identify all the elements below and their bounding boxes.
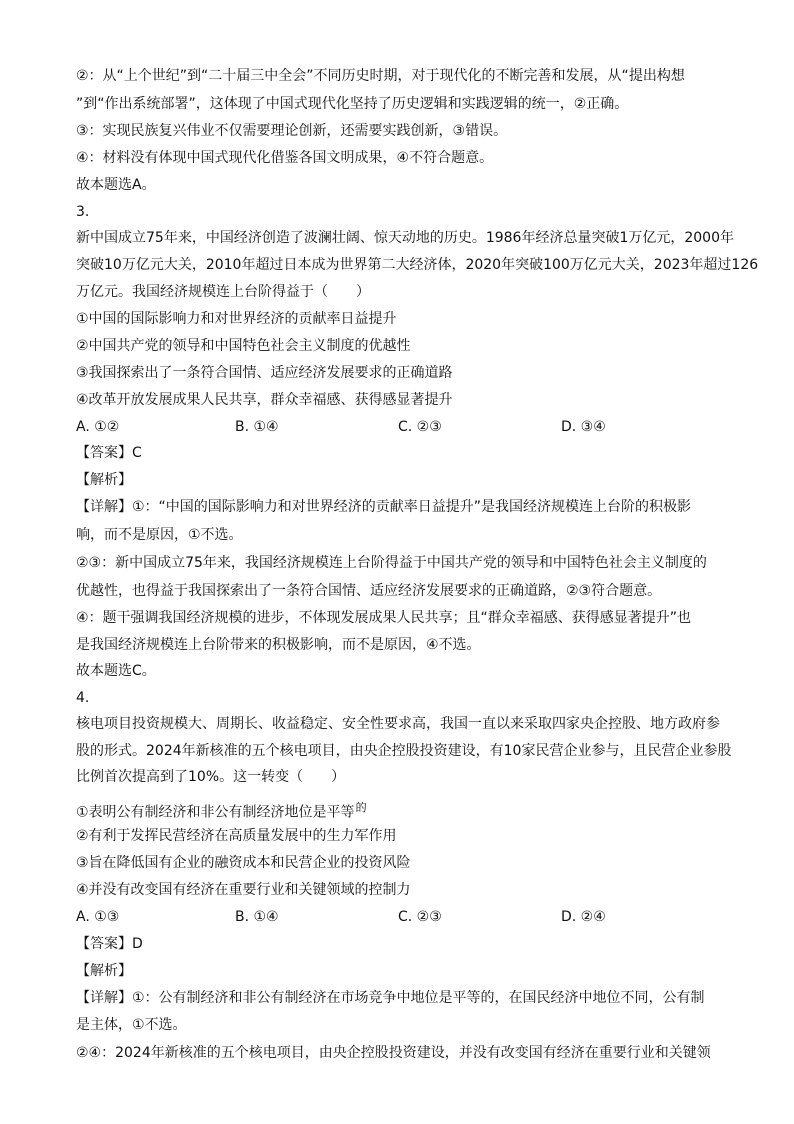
question-stem: 万亿元。我国经济规模连上台阶得益于（ ）: [76, 284, 370, 300]
question-stem: 比例首次提高到了10%。这一转变（ ）: [76, 769, 346, 785]
detail-line: 【详解】①：公有制经济和非公有制经济在市场竞争中地位是平等的，在国民经济中地位不同，公有制: [76, 990, 705, 1006]
text-line: ②：从“上个世纪”到“二十届三中全会”不同历史时期，对于现代化的不断完善和发展，从“提出构想: [76, 68, 685, 84]
detail-line: ②④：2024年新核准的五个核电项目，由央企控股投资建设，并没有改变国有经济在重要行业和关键领: [76, 1045, 711, 1061]
detail-line: 【详解】①：“中国的国际影响力和对世界经济的贡献率日益提升”是我国经济规模连上台阶的积极影: [76, 499, 692, 515]
statement-item: ①中国的国际影响力和对世界经济的贡献率日益提升: [76, 311, 397, 327]
detail-line: 是主体，①不选。: [76, 1017, 187, 1033]
statement-item: ④并没有改变国有经济在重要行业和关键领域的控制力: [76, 882, 411, 898]
statement-item: [76, 798, 367, 823]
option-d: D. ③④: [561, 419, 606, 435]
detail-line: ④：题干强调我国经济规模的进步，不体现发展成果人民共享；且“群众幸福感、获得感显著提升”也: [76, 610, 692, 626]
question-stem: 突破10万亿元大关，2010年超过日本成为世界第二大经济体，2020年突破100万亿元大关，2023年超过126: [76, 257, 759, 273]
text-line: ③：实现民族复兴伟业不仅需要理论创新，还需要实践创新，③错误。: [76, 123, 508, 139]
statement-item: ②有利于发挥民营经济在高质量发展中的生力军作用: [76, 828, 397, 844]
answer-label: 【答案】C: [76, 445, 142, 461]
analysis-label: 【解析】: [76, 963, 132, 979]
option-d: D. ②④: [561, 909, 606, 925]
detail-line: ②③：新中国成立75年来，我国经济规模连上台阶得益于中国共产党的领导和中国特色社会主义制度的: [76, 555, 707, 571]
question-stem: 新中国成立75年来，中国经济创造了波澜壮阔、惊天动地的历史。1986年经济总量突破1万亿元，2000年: [76, 230, 734, 246]
detail-line: 优越性，也得益于我国探索出了一条符合国情、适应经济发展要求的正确道路，②③符合题意。: [76, 583, 662, 599]
detail-line: 是我国经济规模连上台阶带来的积极影响，而不是原因，④不选。: [76, 637, 481, 653]
detail-line: 响，而不是原因，①不选。: [76, 527, 243, 543]
detail-line: 故本题选C。: [76, 663, 156, 679]
option-c: C. ②③: [398, 419, 442, 435]
question-stem: 股的形式。2024年新核准的五个核电项目，由央企控股投资建设，有10家民营企业参与，且民营企业参股: [76, 743, 732, 759]
question-stem: 核电项目投资规模大、周期长、收益稳定、安全性要求高，我国一直以来采取四家央企控股、地方政府参: [76, 716, 720, 732]
statement-superscript: 的: [355, 801, 367, 814]
statement-item: ②中国共产党的领导和中国特色社会主义制度的优越性: [76, 338, 411, 354]
option-b: B. ①④: [235, 419, 279, 435]
question-number: 3.: [76, 204, 90, 220]
question-number: 4.: [76, 690, 90, 706]
option-a: A. ①③: [76, 909, 120, 925]
statement-item: ③旨在降低国有企业的融资成本和民营企业的投资风险: [76, 855, 411, 871]
text-line: ④：材料没有体现中国式现代化借鉴各国文明成果，④不符合题意。: [76, 150, 494, 166]
statement-item: ④改革开放发展成果人民共享，群众幸福感、获得感显著提升: [76, 392, 453, 408]
answer-label: 【答案】D: [76, 936, 143, 952]
text-line: 故本题选A。: [76, 177, 156, 193]
text-line: ”到“作出系统部署”，这体现了中国式现代化坚持了历史逻辑和实践逻辑的统一，②正确。: [76, 96, 629, 112]
option-a: A. ①②: [76, 419, 120, 435]
analysis-label: 【解析】: [76, 472, 132, 488]
option-b: B. ①④: [235, 909, 279, 925]
option-c: C. ②③: [398, 909, 442, 925]
statement-item: ③我国探索出了一条符合国情、适应经济发展要求的正确道路: [76, 365, 453, 381]
statement-text: ①表明公有制经济和非公有制经济地位是平等: [76, 804, 355, 821]
